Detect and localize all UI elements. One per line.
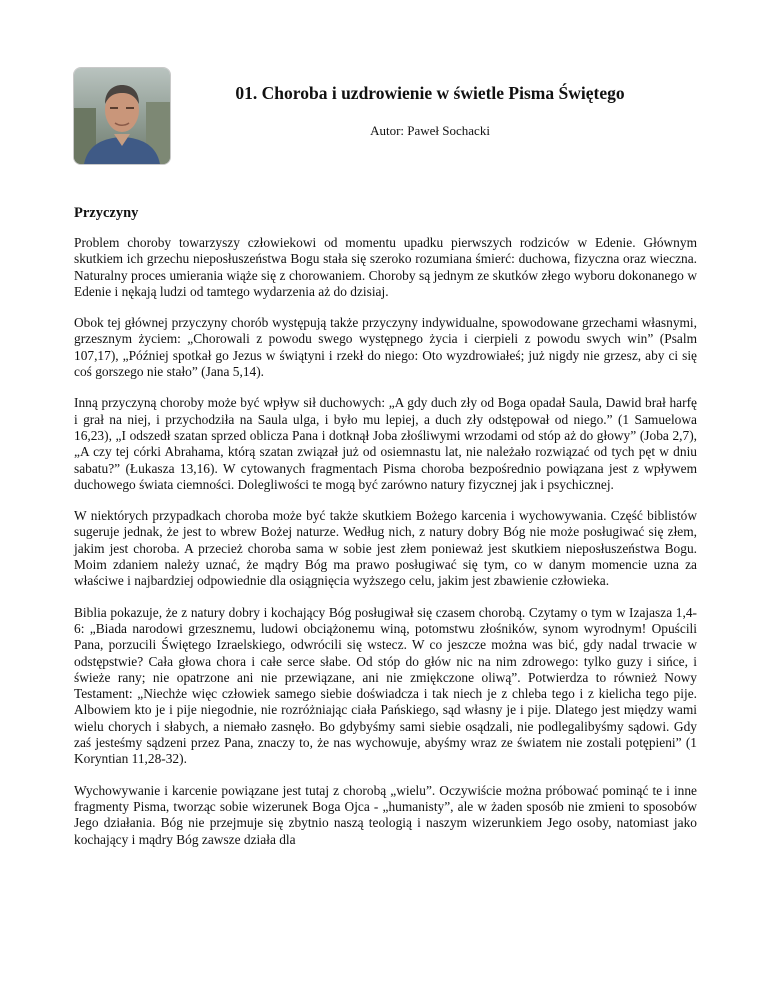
paragraph: W niektórych przypadkach choroba może być także skutkiem Bożego karcenia i wychowywania. Część biblistów sugeruje jednak, że jest to wbrew Bożej naturze. Według nich, z natury dobry Bóg nie może posługiwać się złem, jakim jest choroba. A przecież choroba sama w sobie jest złem ponieważ jest skutkiem nieposłuszeństwa Bogu. Moim zdaniem należy uznać, że mądry Bóg ma prawo posługiwać się tym, co w danym momencie uzna za właściwe i najbardziej odpowiednie dla osiągnięcia wyższego celu, jakim jest zbawienie człowieka. <box>74 508 697 589</box>
section-heading: Przyczyny <box>74 205 139 221</box>
paragraph: Biblia pokazuje, że z natury dobry i kochający Bóg posługiwał się czasem chorobą. Czytamy o tym w Izajasza 1,4-6: „Biada narodowi grzesznemu, ludowi obciążonemu winą, potomstwu złośników, synom wyrodnym! Opuścili Pana, porzucili Świętego Izraelskiego, odwrócili się wstecz. W co jeszcze można was bić, gdy nadal trwacie w odstępstwie? Cała głowa chora i całe serce słabe. Od stóp do głów nic na nim zdrowego: tylko guzy i sińce, i świeże rany; nie opatrzone ani nie przewiązane, ani nie zmiękczone oliwą”. Potwierdza to również Nowy Testament: „Niechże więc człowiek samego siebie doświadcza i tak niech je z chleba tego i z kielicha tego pije. Albowiem kto je i pije niegodnie, nie rozróżniając ciała Pańskiego, sąd własny je i pije. Dlatego jest między wami wielu chorych i słabych, a niemało zasnęło. Bo gdybyśmy sami siebie osądzali, nie podlegalibyśmy sądowi. Gdy zaś jesteśmy sądzeni przez Pana, znaczy to, że nas wychowuje, abyśmy wraz ze światem nie zostali potępieni” (1 Koryntian 11,28-32). <box>74 604 697 767</box>
document-body <box>74 205 697 863</box>
paragraph: Problem choroby towarzyszy człowiekowi od momentu upadku pierwszych rodziców w Edenie. Głównym skutkiem ich grzechu nieposłuszeństwa Bogu stała się szeroko rozumiana śmierć: duchowa, fizyczna oraz wieczna. Naturalny proces umierania wiąże się z chorowaniem. Choroby są jednym ze skutków złego wyboru dokonanego w Edenie i nękają ludzi od tamtego wydarzenia aż do dzisiaj. <box>74 235 697 299</box>
paragraph: Obok tej głównej przyczyny chorób występują także przyczyny indywidualne, spowodowane grzechami własnymi, grzesznym życiem: „Chorowali z powodu swego występnego życia i cierpieli z powodu swych win” (Psalm 107,17), „Później spotkał go Jezus w świątyni i rzekł do niego: Oto wyzdrowiałeś; już nigdy nie grzesz, aby ci się coś gorszego nie stało” (Jana 5,14). <box>74 315 697 380</box>
document-title: 01. Choroba i uzdrowienie w świetle Pisma Świętego <box>235 83 625 103</box>
author-line: Autor: Paweł Sochacki <box>370 123 490 138</box>
paragraph: Inną przyczyną choroby może być wpływ sił duchowych: „A gdy duch zły od Boga opadał Saula, Dawid brał harfę i grał na niej, i przychodziła na Saula ulga, i było mu lepiej, a duch zły odstępował od niego.” (1 Samuelowa 16,23), „I odszedł szatan sprzed oblicza Pana i dotknął Joba złośliwymi wrzodami od stóp aż do głowy” (Joba 2,7), „A czy tej córki Abrahama, którą szatan związał już od osiemnastu lat, nie należało rozwiązać od tych pęt w dniu sabatu?” (Łukasza 13,16). W cytowanych fragmentach Pisma choroba bezpośrednio powiązana jest z wpływem duchowego świata ciemności. Dolegliwości te mogą być zarówno natury fizycznej jak i psychicznej. <box>74 395 697 492</box>
author-photo <box>74 68 170 164</box>
paragraph: Wychowywanie i karcenie powiązane jest tutaj z chorobą „wielu”. Oczywiście można próbować pominąć te i inne fragmenty Pisma, tworząc sobie wizerunek Boga Ojca - „humanisty”, ale w żaden sposób nie zmieni to sposobów Jego działania. Bóg nie przejmuje się zbytnio naszą teologią i naszym wizerunkiem Jego osoby, natomiast jako kochający i mądry Bóg zawsze działa dla <box>74 782 697 847</box>
